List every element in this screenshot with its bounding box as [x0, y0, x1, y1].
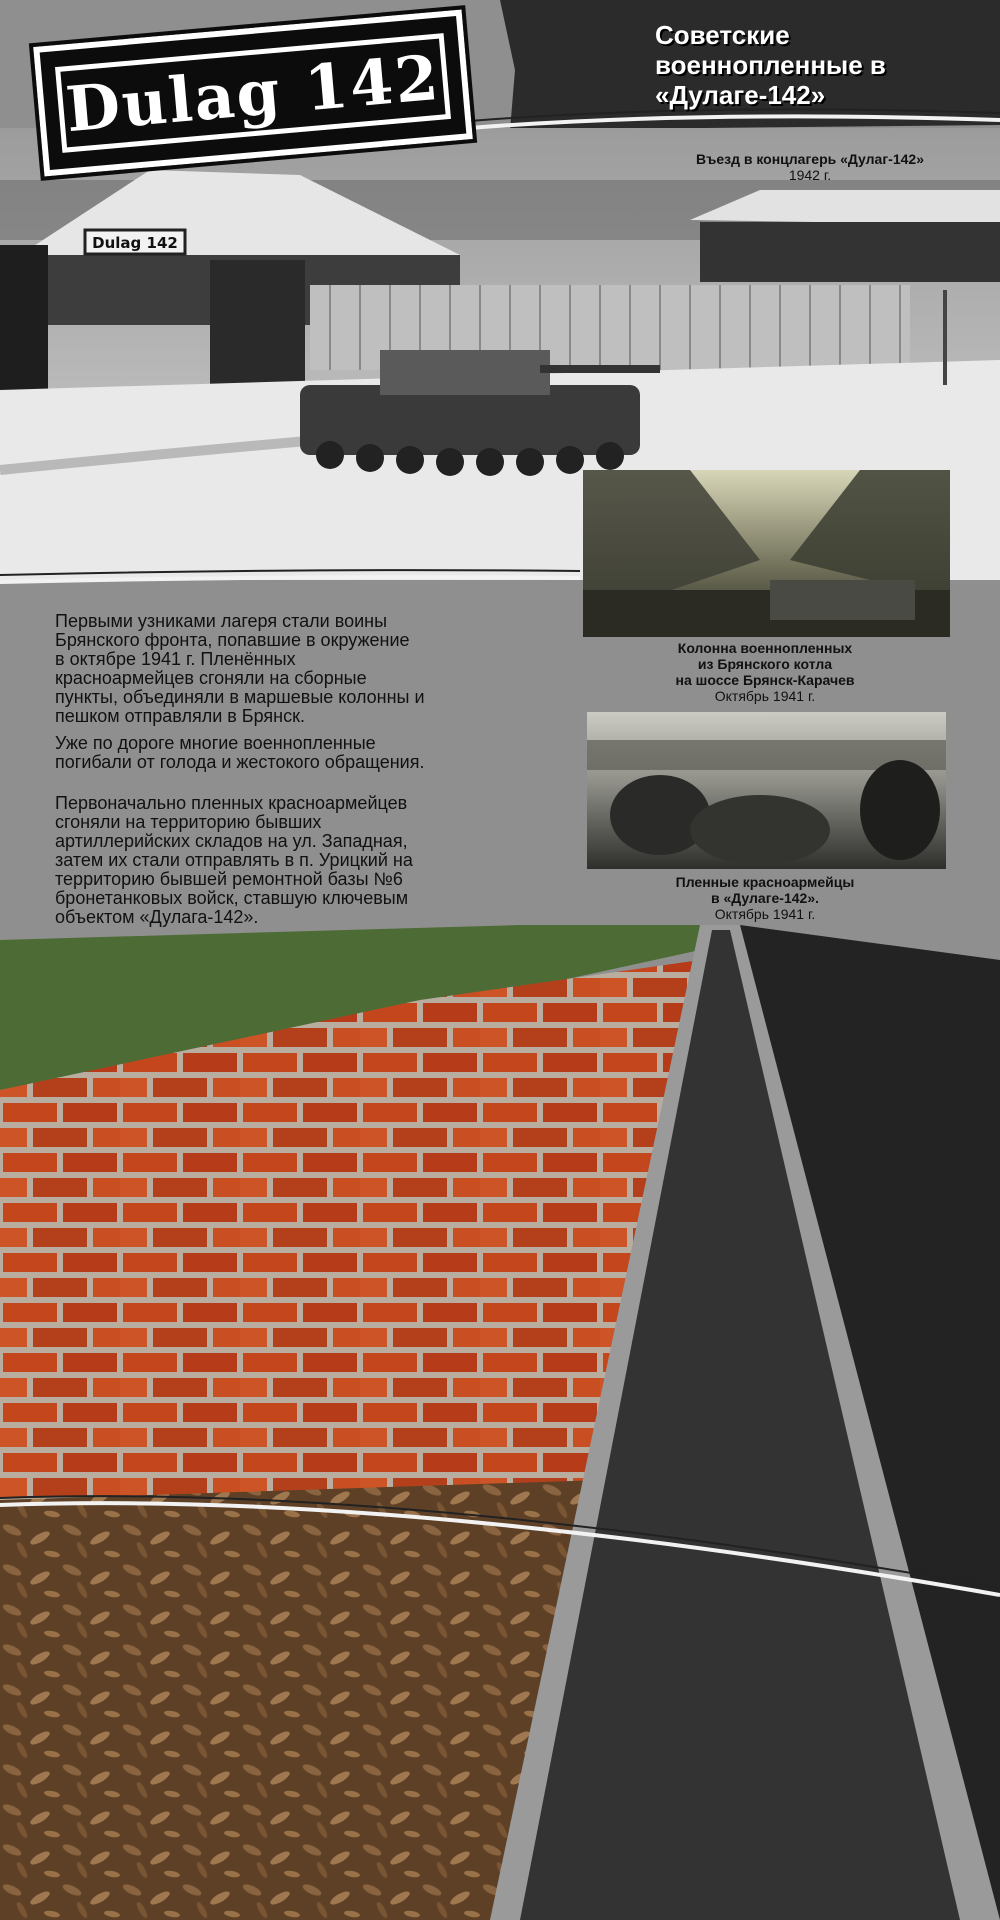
body-text	[55, 612, 585, 935]
body-paragraph: Уже по дороге многие военнопленные погибали от голода и жестокого обращения.	[55, 733, 425, 772]
caption-prisoner-column-date: Октябрь 1941 г.	[714, 688, 816, 704]
caption-prisoner-column-title: Колонна военнопленных из Брянского котла на шоссе Брянск-Карачев	[675, 640, 855, 688]
caption-camp-entrance-date: 1942 г.	[788, 167, 832, 183]
header-title: Советские военнопленные в «Дулаге-142»	[655, 20, 886, 110]
body-paragraph: Первыми узниками лагеря стали воины Брянского фронта, попавшие в окружение в октябре 1941 г. Пленённых красноармейцев сгоняли на сборные пункты, объединяли в маршевые колонны и пешком отправляли в Брянск.	[55, 611, 425, 726]
caption-camp-entrance	[630, 151, 990, 183]
body-paragraph: Первоначально пленных красноармейцев сгоняли на территорию бывших артиллерийских складов на ул. Западная, затем их стали отправлять в п. Урицкий на территорию бывшей ремонтной базы №6 бронетанковых войск, ставшую ключевым объектом «Дулага-142».	[55, 793, 413, 927]
caption-prisoners-in-dulag-date: Октябрь 1941 г.	[714, 906, 816, 922]
caption-prisoners-in-dulag-title: Пленные красноармейцы в «Дулаге-142».	[675, 874, 855, 906]
caption-prisoners-in-dulag	[575, 874, 955, 922]
photo-prisoners-in-dulag	[587, 712, 946, 869]
photo-prisoner-column	[583, 470, 950, 637]
dulag-logo-text: Dulag 142	[63, 40, 443, 146]
dulag-logo-frame	[55, 33, 451, 153]
camp-sign-text: Dulag 142	[92, 234, 178, 252]
caption-camp-entrance-title: Въезд в концлагерь «Дулаг-142»	[696, 151, 924, 167]
caption-prisoner-column	[575, 640, 955, 704]
